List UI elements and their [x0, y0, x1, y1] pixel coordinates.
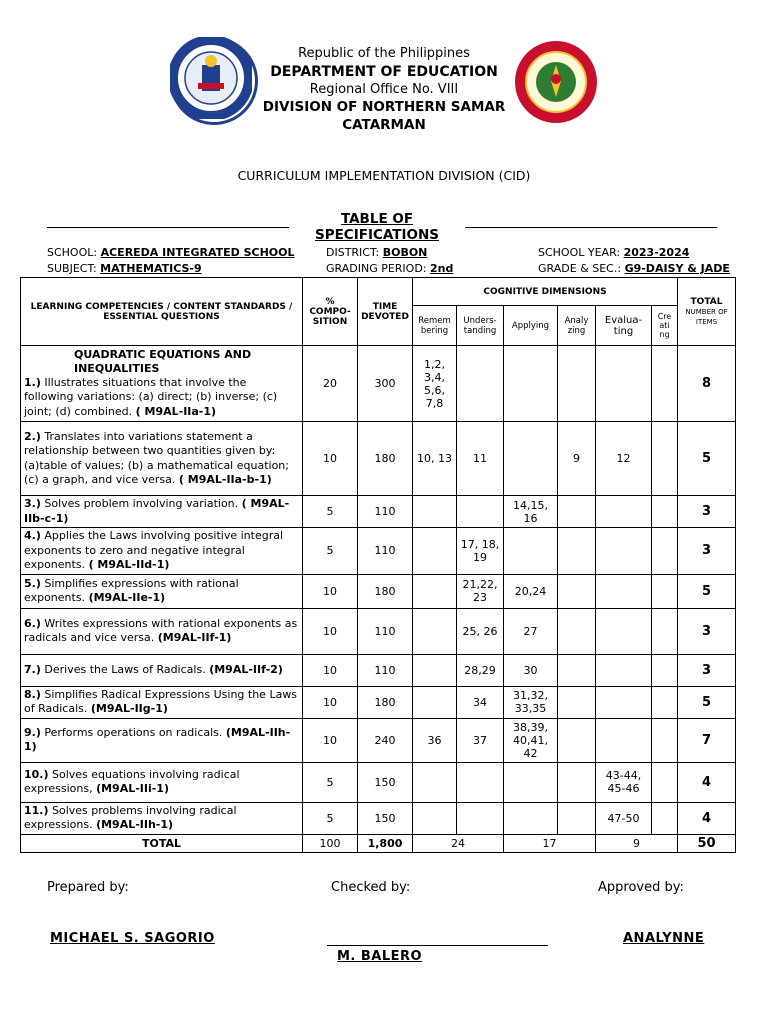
total-cell: 7 [678, 718, 736, 762]
total-items: 50 [678, 834, 736, 852]
composition-cell: 5 [303, 762, 358, 802]
total-cell: 5 [678, 574, 736, 608]
composition-cell: 10 [303, 422, 358, 496]
creating-cell [652, 422, 678, 496]
competency-number: 11.) [24, 803, 49, 817]
competency-number: 8.) [24, 687, 41, 701]
checked-signature-line [327, 945, 548, 946]
evaluating-cell [596, 574, 652, 608]
analyzing-cell: 9 [558, 422, 596, 496]
composition-cell: 10 [303, 654, 358, 686]
republic-line: Republic of the Philippines [298, 46, 470, 61]
applying-cell: 14,15, 16 [504, 496, 558, 528]
time-cell: 240 [358, 718, 413, 762]
evaluating-cell [596, 718, 652, 762]
competency-cell [21, 608, 303, 654]
competency-cell [21, 574, 303, 608]
composition-cell: 10 [303, 686, 358, 718]
applying-cell: 38,39, 40,41, 42 [504, 718, 558, 762]
competency-cell [21, 718, 303, 762]
creating-cell [652, 802, 678, 834]
total-cell: 4 [678, 802, 736, 834]
composition-cell: 20 [303, 346, 358, 422]
header-remembering: Remem bering [413, 306, 457, 346]
header-applying: Applying [504, 306, 558, 346]
remembering-cell [413, 608, 457, 654]
competency-cell [21, 686, 303, 718]
applying-cell [504, 802, 558, 834]
understanding-cell: 21,22, 23 [457, 574, 504, 608]
competency-text: Simplifies expressions with rational exponents. [24, 576, 239, 604]
checked-by-name: M. BALERO [337, 949, 423, 964]
competency-code: ( M9AL-IIa-1) [135, 404, 217, 418]
approved-by-label: Approved by: [598, 880, 684, 895]
remembering-cell: 36 [413, 718, 457, 762]
competency-number: 10.) [24, 767, 49, 781]
creating-cell [652, 574, 678, 608]
creating-cell [652, 654, 678, 686]
table-row [21, 528, 736, 575]
remembering-cell [413, 686, 457, 718]
applying-cell: 27 [504, 608, 558, 654]
header-competency: LEARNING COMPETENCIES / CONTENT STANDARDS / ESSENTIAL QUESTIONS [21, 278, 303, 346]
total-cell: 5 [678, 422, 736, 496]
composition-cell: 10 [303, 718, 358, 762]
competency-number: 1.) [24, 375, 41, 389]
composition-cell: 10 [303, 574, 358, 608]
competency-number: 2.) [24, 429, 41, 443]
analyzing-cell [558, 718, 596, 762]
applying-cell: 31,32, 33,35 [504, 686, 558, 718]
competency-number: 5.) [24, 576, 41, 590]
remembering-cell [413, 574, 457, 608]
subject-info: SUBJECT: MATHEMATICS-9 [47, 262, 202, 275]
evaluating-cell: 47-50 [596, 802, 652, 834]
competency-text: Applies the Laws involving positive integral exponents to zero and negative integral exponents. [24, 529, 284, 571]
understanding-cell: 37 [457, 718, 504, 762]
table-row [21, 574, 736, 608]
approved-by-name: ANALYNNE [623, 931, 705, 946]
competency-cell [21, 654, 303, 686]
table-row [21, 802, 736, 834]
competency-text: Solves problems involving radical expressions. [24, 803, 237, 831]
school-info: SCHOOL: ACEREDA INTEGRATED SCHOOL [47, 246, 295, 259]
title-rule-right [465, 227, 717, 228]
region-line: Regional Office No. VIII [309, 82, 459, 97]
competency-text: Writes expressions with rational exponents as radicals and vice versa. [24, 616, 298, 644]
composition-cell: 10 [303, 608, 358, 654]
table-row [21, 718, 736, 762]
table-row [21, 686, 736, 718]
total-cell: 3 [678, 654, 736, 686]
competency-cell [21, 762, 303, 802]
competency-code: ( M9AL-IIb-c-1) [24, 497, 290, 525]
creating-cell [652, 762, 678, 802]
competency-number: 6.) [24, 616, 41, 630]
competency-text: Solves equations involving radical expressions, [24, 767, 240, 795]
creating-cell [652, 718, 678, 762]
table-row [21, 496, 736, 528]
composition-cell: 5 [303, 496, 358, 528]
competency-cell [21, 802, 303, 834]
time-cell: 300 [358, 346, 413, 422]
time-cell: 150 [358, 802, 413, 834]
evaluating-cell: 12 [596, 422, 652, 496]
header-evaluating: Evalua-ting [596, 306, 652, 346]
table-row [21, 346, 736, 422]
remembering-cell: 10, 13 [413, 422, 457, 496]
time-cell: 180 [358, 574, 413, 608]
total-cell: 8 [678, 346, 736, 422]
remembering-cell [413, 762, 457, 802]
table-row [21, 422, 736, 496]
competency-number: 9.) [24, 725, 41, 739]
specifications-table [20, 277, 736, 853]
competency-text: Derives the Laws of Radicals. [44, 662, 206, 676]
analyzing-cell [558, 346, 596, 422]
creating-cell [652, 528, 678, 575]
understanding-cell: 11 [457, 422, 504, 496]
competency-cell [21, 528, 303, 575]
evaluating-cell [596, 496, 652, 528]
total-time: 1,800 [358, 834, 413, 852]
competency-code: (M9AL-IIf-2) [209, 662, 283, 676]
creating-cell [652, 496, 678, 528]
title-rule-left [47, 227, 289, 228]
evaluating-cell [596, 686, 652, 718]
total-cell: 3 [678, 528, 736, 575]
competency-code: (M9AL-IIh-1) [24, 725, 291, 753]
competency-code: (M9AL-IIi-1) [96, 782, 169, 795]
competency-code: ( M9AL-IId-1) [88, 558, 170, 571]
prepared-by-name: MICHAEL S. SAGORIO [50, 931, 215, 946]
remembering-cell [413, 802, 457, 834]
analyzing-cell [558, 528, 596, 575]
tos-title: TABLE OF SPECIFICATIONS [314, 211, 440, 243]
competency-code: (M9AL-IIe-1) [88, 591, 166, 604]
school-year-info: SCHOOL YEAR: 2023-2024 [538, 246, 690, 259]
applying-cell: 30 [504, 654, 558, 686]
competency-code: (M9AL-IIf-1) [157, 631, 232, 644]
competency-text: Illustrates situations that involve the following variations: (a) direct; (b) inverse; (c) joint; (d) combined. [24, 375, 278, 418]
evaluating-cell [596, 346, 652, 422]
competency-number: 7.) [24, 662, 41, 676]
time-cell: 110 [358, 608, 413, 654]
applying-cell [504, 762, 558, 802]
time-cell: 180 [358, 422, 413, 496]
total-label: TOTAL [21, 834, 303, 852]
time-cell: 150 [358, 762, 413, 802]
evaluating-cell [596, 608, 652, 654]
topic-heading: QUADRATIC EQUATIONS AND INEQUALITIES [74, 347, 252, 375]
understanding-cell: 28,29 [457, 654, 504, 686]
applying-cell [504, 528, 558, 575]
understanding-cell [457, 346, 504, 422]
evaluating-cell [596, 654, 652, 686]
total-apply-analyze: 17 [504, 834, 596, 852]
time-cell: 180 [358, 686, 413, 718]
remembering-cell: 1,2, 3,4, 5,6, 7,8 [413, 346, 457, 422]
competency-number: 3.) [24, 497, 41, 510]
header-understanding: Unders-tanding [457, 306, 504, 346]
header-cognitive: COGNITIVE DIMENSIONS [413, 278, 678, 306]
header-total: TOTAL NUMBER OF ITEMS [678, 278, 736, 346]
analyzing-cell [558, 686, 596, 718]
table-row [21, 762, 736, 802]
competency-number: 4.) [24, 529, 41, 542]
header-creating: Cre ati ng [652, 306, 678, 346]
analyzing-cell [558, 654, 596, 686]
total-cell: 3 [678, 608, 736, 654]
total-composition: 100 [303, 834, 358, 852]
prepared-by-label: Prepared by: [47, 880, 129, 895]
grading-period-info: GRADING PERIOD: 2nd [326, 262, 454, 275]
competency-code: (M9AL-IIh-1) [96, 818, 174, 831]
understanding-cell [457, 496, 504, 528]
competency-text: Performs operations on radicals. [44, 725, 223, 739]
department-line: DEPARTMENT OF EDUCATION [270, 64, 498, 80]
total-remember-understand: 24 [413, 834, 504, 852]
analyzing-cell [558, 608, 596, 654]
competency-cell [21, 422, 303, 496]
division-line: DIVISION OF NORTHERN SAMAR [262, 99, 506, 115]
creating-cell [652, 686, 678, 718]
applying-cell [504, 422, 558, 496]
creating-cell [652, 346, 678, 422]
time-cell: 110 [358, 496, 413, 528]
checked-by-label: Checked by: [331, 880, 411, 895]
competency-text: Simplifies Radical Expressions Using the Laws of Radicals. [24, 687, 298, 715]
total-cell: 3 [678, 496, 736, 528]
remembering-cell [413, 496, 457, 528]
understanding-cell [457, 802, 504, 834]
competency-text: Translates into variations statement a relationship between two quantities given by: (a)table of values; (b) a mathematical equation; (c) a graph, and vice versa. [24, 429, 289, 486]
header-time: TIME DEVOTED [358, 278, 413, 346]
understanding-cell: 34 [457, 686, 504, 718]
city-line: CATARMAN [342, 117, 426, 133]
header-composition: % COMPO-SITION [303, 278, 358, 346]
time-cell: 110 [358, 528, 413, 575]
grade-section-info: GRADE & SEC.: G9-DAISY & JADE [538, 262, 730, 275]
cid-title: CURRICULUM IMPLEMENTATION DIVISION (CID) [237, 168, 531, 183]
time-cell: 110 [358, 654, 413, 686]
understanding-cell [457, 762, 504, 802]
analyzing-cell [558, 762, 596, 802]
competency-text: Solves problem involving variation. [44, 497, 239, 510]
creating-cell [652, 608, 678, 654]
total-cell: 5 [678, 686, 736, 718]
composition-cell: 5 [303, 802, 358, 834]
table-row [21, 654, 736, 686]
understanding-cell: 25, 26 [457, 608, 504, 654]
total-evaluate: 9 [596, 834, 678, 852]
header-analyzing: Analy zing [558, 306, 596, 346]
remembering-cell [413, 528, 457, 575]
analyzing-cell [558, 802, 596, 834]
applying-cell [504, 346, 558, 422]
competency-cell [21, 346, 303, 422]
composition-cell: 5 [303, 528, 358, 575]
evaluating-cell [596, 528, 652, 575]
competency-cell [21, 496, 303, 528]
remembering-cell [413, 654, 457, 686]
total-cell: 4 [678, 762, 736, 802]
understanding-cell: 17, 18, 19 [457, 528, 504, 575]
evaluating-cell: 43-44, 45-46 [596, 762, 652, 802]
applying-cell: 20,24 [504, 574, 558, 608]
analyzing-cell [558, 496, 596, 528]
district-info: DISTRICT: BOBON [326, 246, 428, 259]
table-row [21, 608, 736, 654]
analyzing-cell [558, 574, 596, 608]
competency-code: ( M9AL-IIa-b-1) [178, 473, 272, 486]
competency-code: (M9AL-IIg-1) [90, 702, 168, 715]
